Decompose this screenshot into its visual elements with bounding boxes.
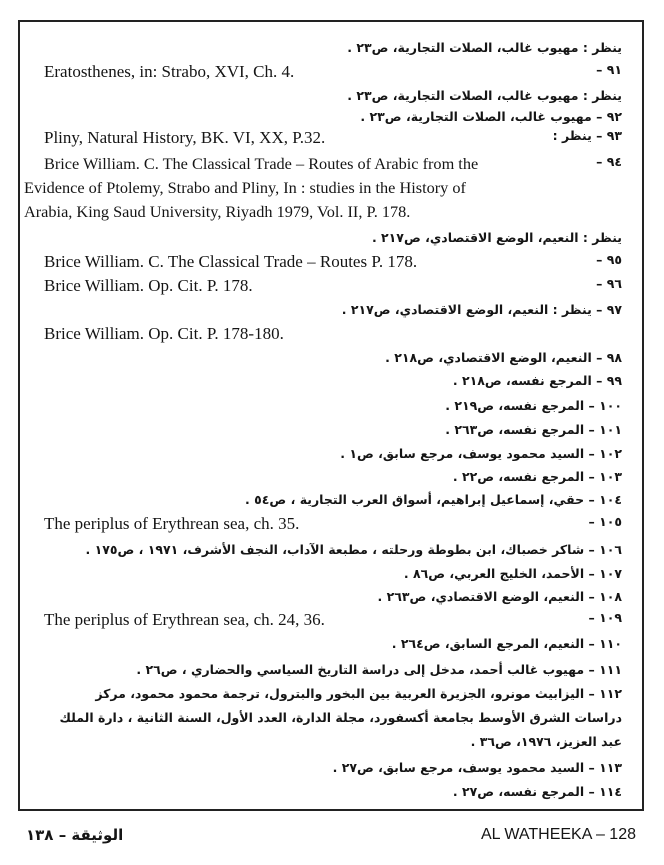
footnote-line: ينظر : مهيوب غالب، الصلات التجارية، ص٢٣ . (347, 88, 622, 103)
footnote-line: ١٠١ – المرجع نفسه، ص٢٦٣ . (445, 422, 622, 437)
footnote-line: ١٠٩ – The periplus of Erythrean sea, ch. 24, 36. (44, 610, 622, 629)
footnote-line: Evidence of Ptolemy, Strabo and Pliny, In : studies in the History of (24, 178, 466, 197)
footnote-line: ينظر : مهيوب غالب، الصلات التجارية، ص٢٣ . (347, 40, 622, 55)
page-footer (18, 826, 644, 850)
footnote-line: ينظر : النعيم، الوضع الاقتصادي، ص٢١٧ . (371, 230, 622, 245)
footnote-line: Arabia, King Saud University, Riyadh 1979, Vol. II, P. 178. (24, 202, 411, 221)
footnote-line: ٩٨ – النعيم، الوضع الاقتصادي، ص٢١٨ . (385, 350, 622, 365)
footnote-line: ٩٥ – Brice William. C. The Classical Trade – Routes P. 178. (44, 252, 622, 271)
footnote-line: Brice William. Op. Cit. P. 178-180. (44, 324, 284, 343)
footnote-line: ١٠٤ – حقي، إسماعيل إبراهيم، أسواق العرب التجارية ، ص٥٤ . (245, 492, 622, 507)
footnote-line: ٩١ – Eratosthenes, in: Strabo, XVI, Ch. 4. (44, 62, 622, 81)
footnote-line: ٩٦ – Brice William. Op. Cit. P. 178. (44, 276, 622, 295)
footnote-line: دراسات الشرق الأوسط بجامعة أكسفورد، مجلة الدارة، العدد الأول، السنة الثانية ، دارة الملك (59, 710, 622, 725)
footnote-line: ١٠٨ – النعيم، الوضع الاقتصادي، ص٢٦٣ . (377, 589, 622, 604)
footnote-line: ١٠٣ – المرجع نفسه، ص٢٢ . (452, 469, 622, 484)
footnote-line: ٩٣ – ينظر : Pliny, Natural History, BK. VI, XX, P.32. (44, 128, 622, 147)
footnote-line: ٩٩ – المرجع نفسه، ص٢١٨ . (452, 373, 622, 388)
footnote-line: ١٠٧ – الأحمد، الخليج العربي، ص٨٦ . (403, 566, 622, 581)
footnote-line: ١١٤ – المرجع نفسه، ص٢٧ . (452, 784, 622, 799)
footnote-line: ٩٤ – Brice William. C. The Classical Trade – Routes of Arabic from the (44, 154, 622, 173)
footnote-line: ١٠٠ – المرجع نفسه، ص٢١٩ . (445, 398, 622, 413)
footnote-line: ١٠٢ – السيد محمود يوسف، مرجع سابق، ص١ . (340, 446, 622, 461)
footnote-line: ١٠٥ – The periplus of Erythrean sea, ch. 35. (44, 514, 622, 533)
footer-arabic-page-number: الوثيقة – ١٣٨ (26, 826, 124, 844)
footnote-line: ١١٣ – السيد محمود يوسف، مرجع سابق، ص٢٧ . (332, 760, 622, 775)
footnote-line: ٩٧ – ينظر : النعيم، الوضع الاقتصادي، ص٢١٧ . (341, 302, 622, 317)
footer-journal-page-number: AL WATHEEKA – 128 (480, 826, 636, 843)
footnote-line: ١١٢ – اليزابيث مونرو، الجزيرة العربية بين البخور والبترول، ترجمة محمود محمود، مركز (95, 686, 622, 701)
footnote-line: ١٠٦ – شاكر خصباك، ابن بطوطة ورحلته ، مطبعة الآداب، النجف الأشرف، ١٩٧١ ، ص١٧٥ . (85, 542, 622, 557)
footnote-line: ١١١ – مهيوب غالب أحمد، مدخل إلى دراسة التاريخ السياسي والحضاري ، ص٢٦ . (136, 662, 622, 677)
footnote-line: ١١٠ – النعيم، المرجع السابق، ص٢٦٤ . (391, 636, 622, 651)
footnote-line: ٩٢ – مهيوب غالب، الصلات التجارية، ص٢٣ . (360, 109, 622, 124)
footnote-line: عبد العزيز، ١٩٧٦، ص٣٦ . (470, 734, 622, 749)
